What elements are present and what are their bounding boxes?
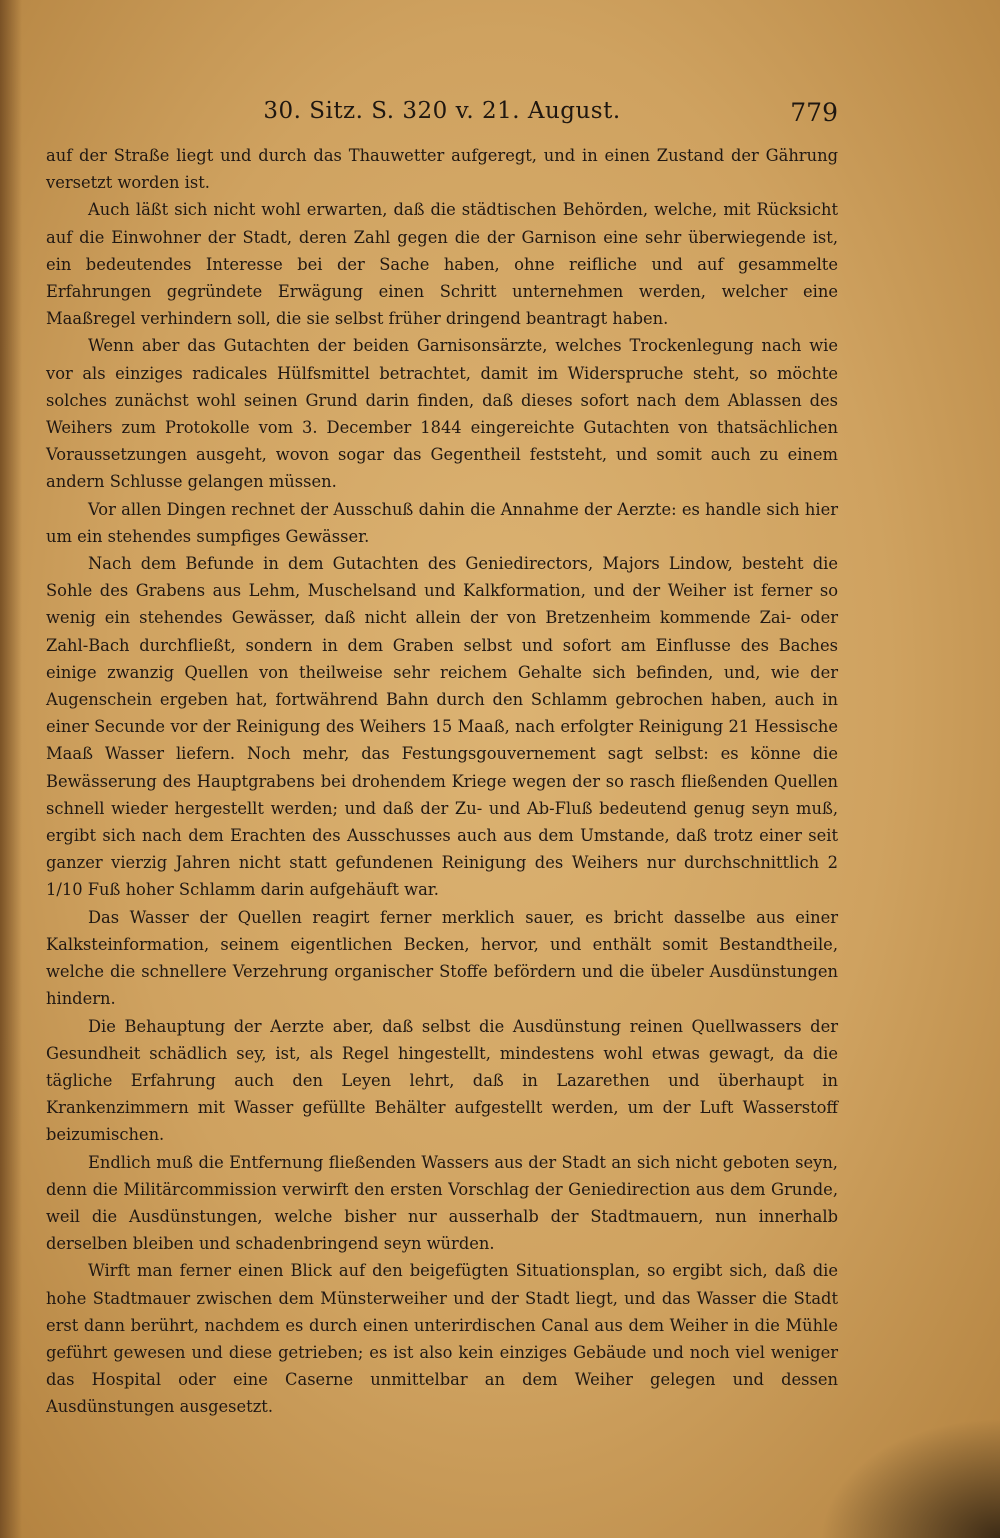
running-head: 30. Sitz. S. 320 v. 21. August. [263, 98, 621, 124]
paragraph-continuation: auf der Straße liegt und durch das Thauwetter aufgeregt, und in einen Zustand der Gährung versetzt worden ist. [46, 146, 838, 193]
paragraph: Wirft man ferner einen Blick auf den beigefügten Situationsplan, so ergibt sich, daß die hohe Stadtmauer zwischen dem Münsterweiher und der Stadt liegt, und das Wasser die Stadt erst dann berührt, nachdem es durch einen unterirdischen Canal aus dem Weiher in die Mühle geführt gewesen und diese getrieben; es ist also kein einziges Gebäude und noch viel weniger das Hospital oder eine Caserne unmittelbar an dem Weiher gelegen und dessen Ausdünstungen ausgesetzt. [46, 1261, 838, 1417]
page-stain [820, 1418, 1000, 1538]
paragraph: Auch läßt sich nicht wohl erwarten, daß die städtischen Behörden, welche, mit Rücksicht auf die Einwohner der Stadt, deren Zahl gegen die der Garnison eine sehr überwiegende ist, ein bedeutendes Interesse bei der Sache haben, ohne reifliche und auf gesammelte Erfahrungen gegründete Erwägung einen Schritt unternehmen werden, welcher eine Maaßregel verhindern soll, die sie selbst früher dringend beantragt haben. [46, 200, 838, 329]
page-number: 779 [790, 98, 838, 127]
page-edge-shadow [0, 0, 22, 1538]
paragraph: Vor allen Dingen rechnet der Ausschuß dahin die Annahme der Aerzte: es handle sich hier um ein stehendes sumpfiges Gewässer. [46, 499, 838, 546]
paragraph: Wenn aber das Gutachten der beiden Garnisonsärzte, welches Trockenlegung nach wie vor als einziges radicales Hülfsmittel betrachtet, damit im Widerspruche steht, so möchte solches zunächst wohl seinen Grund darin finden, daß dieses sofort nach dem Ablassen des Weihers zum Protokolle vom 3. December 1844 eingereichte Gutachten von thatsächlichen Voraussetzungen ausgeht, wovon sogar das Gegentheil feststeht, und somit auch zu einem andern Schlusse gelangen müssen. [46, 336, 838, 492]
paragraph: Das Wasser der Quellen reagirt ferner merklich sauer, es bricht dasselbe aus einer Kalksteinformation, seinem eigentlichen Becken, hervor, und enthält somit Bestandtheile, welche die schnellere Verzehrung organischer Stoffe befördern und die übeler Ausdünstungen hindern. [46, 907, 838, 1009]
paragraph: Die Behauptung der Aerzte aber, daß selbst die Ausdünstung reinen Quellwassers der Gesundheit schädlich sey, ist, als Regel hingestellt, mindestens wohl etwas gewagt, da die tägliche Erfahrung auch den Leyen lehrt, daß in Lazarethen und überhaupt in Krankenzimmern mit Wasser gefüllte Behälter aufgestellt werden, um der Luft Wasserstoff beizumischen. [46, 1016, 838, 1145]
paragraph: Endlich muß die Entfernung fließenden Wassers aus der Stadt an sich nicht geboten seyn, denn die Militärcommission verwirft den ersten Vorschlag der Geniedirection aus dem Grunde, weil die Ausdünstungen, welche bisher nur ausserhalb der Stadtmauern, nun innerhalb derselben bleiben und schadenbringend seyn würden. [46, 1152, 838, 1254]
page-header [46, 98, 838, 138]
body-text [46, 142, 838, 1421]
paragraph: Nach dem Befunde in dem Gutachten des Geniedirectors, Majors Lindow, besteht die Sohle des Grabens aus Lehm, Muschelsand und Kalkformation, und der Weiher ist ferner so wenig ein stehendes Gewässer, daß nicht allein der von Bretzenheim kommende Zai- oder Zahl-Bach durchfließt, sondern in dem Graben selbst und sofort am Einflusse des Baches einige zwanzig Quellen von theilweise sehr reichem Gehalte sich befinden, und, wie der Augenschein ergeben hat, fortwährend Bahn durch den Schlamm gebrochen haben, auch in einer Secunde vor der Reinigung des Weihers 15 Maaß, nach erfolgter Reinigung 21 Hessische Maaß Wasser liefern. Noch mehr, das Festungsgouvernement sagt selbst: es könne die Bewässerung des Hauptgrabens bei drohendem Kriege wegen der so rasch fließenden Quellen schnell wieder hergestellt werden; und daß der Zu- und Ab-Fluß bedeutend genug seyn muß, ergibt sich nach dem Erachten des Ausschusses auch aus dem Umstande, daß trotz einer seit ganzer vierzig Jahren nicht statt gefundenen Reinigung des Weihers nur durchschnittlich 2 1/10 Fuß hoher Schlamm darin aufgehäuft war. [46, 554, 838, 900]
